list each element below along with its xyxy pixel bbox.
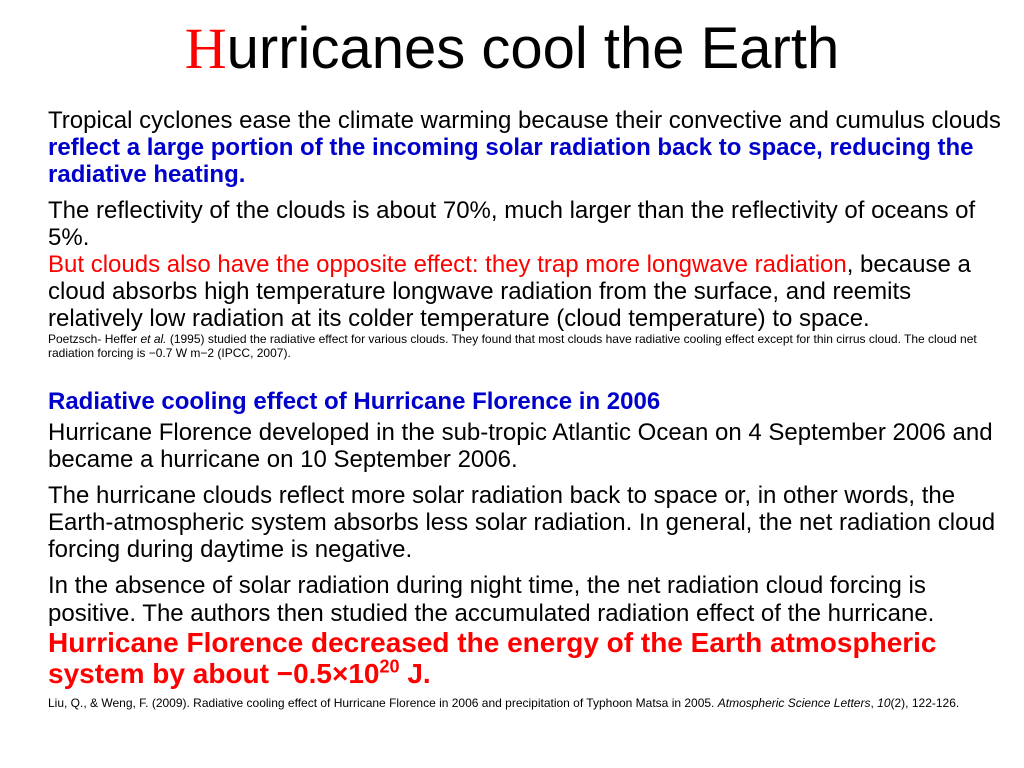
note-text: Poetzsch- Heffer <box>48 332 141 346</box>
citation-pages: (2), 122-126. <box>890 696 960 710</box>
citation-volume: 10 <box>877 696 891 710</box>
slide-body <box>48 107 1010 710</box>
p1-highlight: reflect a large portion of the incoming solar radiation back to space, reducing the radiative heating. <box>48 134 974 188</box>
note-text-continued: (1995) studied the radiative effect for various clouds. They found that most clouds have radiative cooling effect except for thin cirrus cloud. The cloud net radiation forcing is −0.7 W m−2 (IPCC, 2007). <box>48 332 977 360</box>
title-initial: H <box>184 16 227 81</box>
note-etal: et al. <box>140 332 167 346</box>
paragraph-reflectivity <box>48 197 1010 332</box>
citation-authors: Liu, Q., & Weng, F. (2009). Radiative cooling effect of Hurricane Florence in 2006 and precipitation of Typhoon Matsa in 2005. <box>48 696 718 710</box>
paragraph-night-time <box>48 572 1010 690</box>
p1-text: Tropical cyclones ease the climate warming because their convective and cumulus clouds <box>48 107 1001 134</box>
p5-conclusion-text: Hurricane Florence decreased the energy of the Earth atmospheric system by about −0.5×10 <box>48 627 937 689</box>
p2-highlight: But clouds also have the opposite effect: they trap more longwave radiation <box>48 251 847 278</box>
p5-conclusion <box>48 627 937 689</box>
section-heading: Radiative cooling effect of Hurricane Florence in 2006 <box>48 388 661 415</box>
slide-title <box>0 14 1024 84</box>
title-rest: urricanes cool the Earth <box>226 16 840 81</box>
p2-text-continued: , because a cloud absorbs high temperature longwave radiation from the surface, and reemits relatively low radiation at its colder temperature (cloud temperature) to space. <box>48 251 971 332</box>
citation-sep: , <box>870 696 878 710</box>
p5-exponent: 20 <box>379 656 400 677</box>
paragraph-tropical-cyclones <box>48 107 1010 188</box>
p2-text: The reflectivity of the clouds is about 70%, much larger than the reflectivity of oceans of 5%. <box>48 197 976 251</box>
citation-journal: Atmospheric Science Letters <box>717 696 871 710</box>
p5-unit: J. <box>399 658 431 689</box>
paragraph-hurricane-clouds: The hurricane clouds reflect more solar radiation back to space or, in other words, the Earth-atmospheric system absorbs less solar radiation. In general, the net radiation cloud forcing during daytime is negative. <box>48 482 996 563</box>
p5-text: In the absence of solar radiation during night time, the net radiation cloud forcing is positive. The authors then studied the accumulated radiation effect of the hurricane. <box>48 572 935 627</box>
citation <box>48 696 1010 710</box>
paragraph-florence-developed: Hurricane Florence developed in the sub-tropic Atlantic Ocean on 4 September 2006 and became a hurricane on 10 September 2006. <box>48 419 993 473</box>
note-poetzsch-heffer <box>48 332 1010 360</box>
